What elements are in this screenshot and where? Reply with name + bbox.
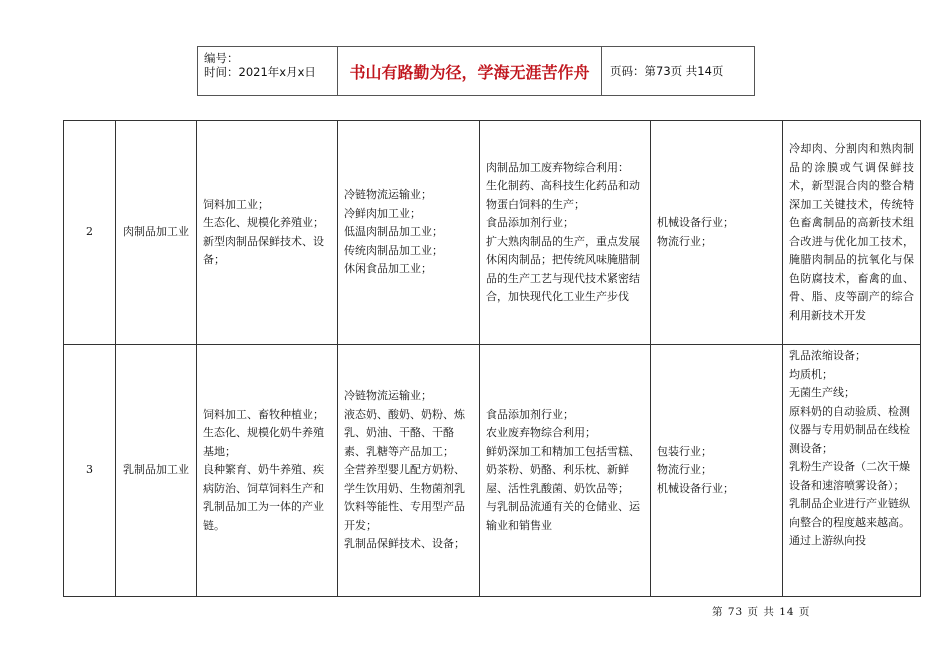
motto: 书山有路勤为径，学海无涯苦作舟 [338, 47, 602, 95]
table-row [64, 121, 921, 345]
downstream-cell: 食品添加剂行业； 农业废弃物综合利用； 鲜奶深加工和精加工包括雪糕、奶茶粉、奶酪、利乐枕、新鲜屋、活性乳酸菌、奶饮品等； 与乳制品流通有关的仓储业、运输业和销售业 [480, 345, 651, 597]
page-label: 页码：第73页 共14页 [610, 64, 724, 78]
row-number: 2 [64, 121, 116, 345]
processing-cell: 冷链物流运输业； 液态奶、酸奶、奶粉、炼乳、奶油、干酪、干酪素、乳糖等产品加工； 全营养型婴儿配方奶粉、学生饮用奶、生物菌剂乳饮料等能性、专用型产品开发； 乳制品保鲜技术、设备； [338, 345, 480, 597]
upstream-cell: 饲料加工业； 生态化、规模化养殖业； 新型肉制品保鲜技术、设备； [197, 121, 338, 345]
processing-cell: 冷链物流运输业； 冷鲜肉加工业； 低温肉制品加工业； 传统肉制品加工业； 休闲食品加工业； [338, 121, 480, 345]
industry-table [63, 120, 921, 597]
related-industry-cell: 机械设备行业； 物流行业； [651, 121, 783, 345]
technology-cell: 乳品浓缩设备； 均质机； 无菌生产线； 原料奶的自动验质、检测仪器与专用奶制品在线检测设备； 乳粉生产设备（二次干燥设备和速溶喷雾设备）； 乳制品企业进行产业链纵向整合的程度越来越高。通过上游纵向投 [783, 345, 921, 597]
upstream-cell: 饲料加工、畜牧种植业； 生态化、规模化奶牛养殖基地； 良种繁育、奶牛养殖、疾病防治、饲草饲料生产和乳制品加工为一体的产业链。 [197, 345, 338, 597]
code-label: 编号： [204, 51, 239, 65]
page-footer: 第 73 页 共 14 页 [712, 606, 811, 618]
row-number: 3 [64, 345, 116, 597]
time-label: 时间：2021年x月x日 [204, 65, 316, 79]
technology-cell: 冷却肉、分割肉和熟肉制品的涂膜或气调保鲜技术，新型混合肉的整合精深加工关键技术，传统特色畜禽制品的高新技术组合改进与优化加工技术，腌腊肉制品的抗氧化与保色防腐技术，畜禽的血、骨、脂、皮等副产的综合利用新技术开发 [783, 121, 921, 345]
page-header [197, 46, 755, 96]
downstream-cell: 肉制品加工废弃物综合利用： 生化制药、高科技生化药品和动物蛋白饲料的生产； 食品添加剂行业； 扩大熟肉制品的生产，重点发展休闲肉制品；把传统风味腌腊制品的生产工艺与现代技术紧密结合，加快现代化工业生产步伐 [480, 121, 651, 345]
header-meta [198, 47, 338, 95]
industry-name: 乳制品加工业 [116, 345, 197, 597]
table-row [64, 345, 921, 597]
related-industry-cell: 包装行业； 物流行业； 机械设备行业； [651, 345, 783, 597]
industry-name: 肉制品加工业 [116, 121, 197, 345]
